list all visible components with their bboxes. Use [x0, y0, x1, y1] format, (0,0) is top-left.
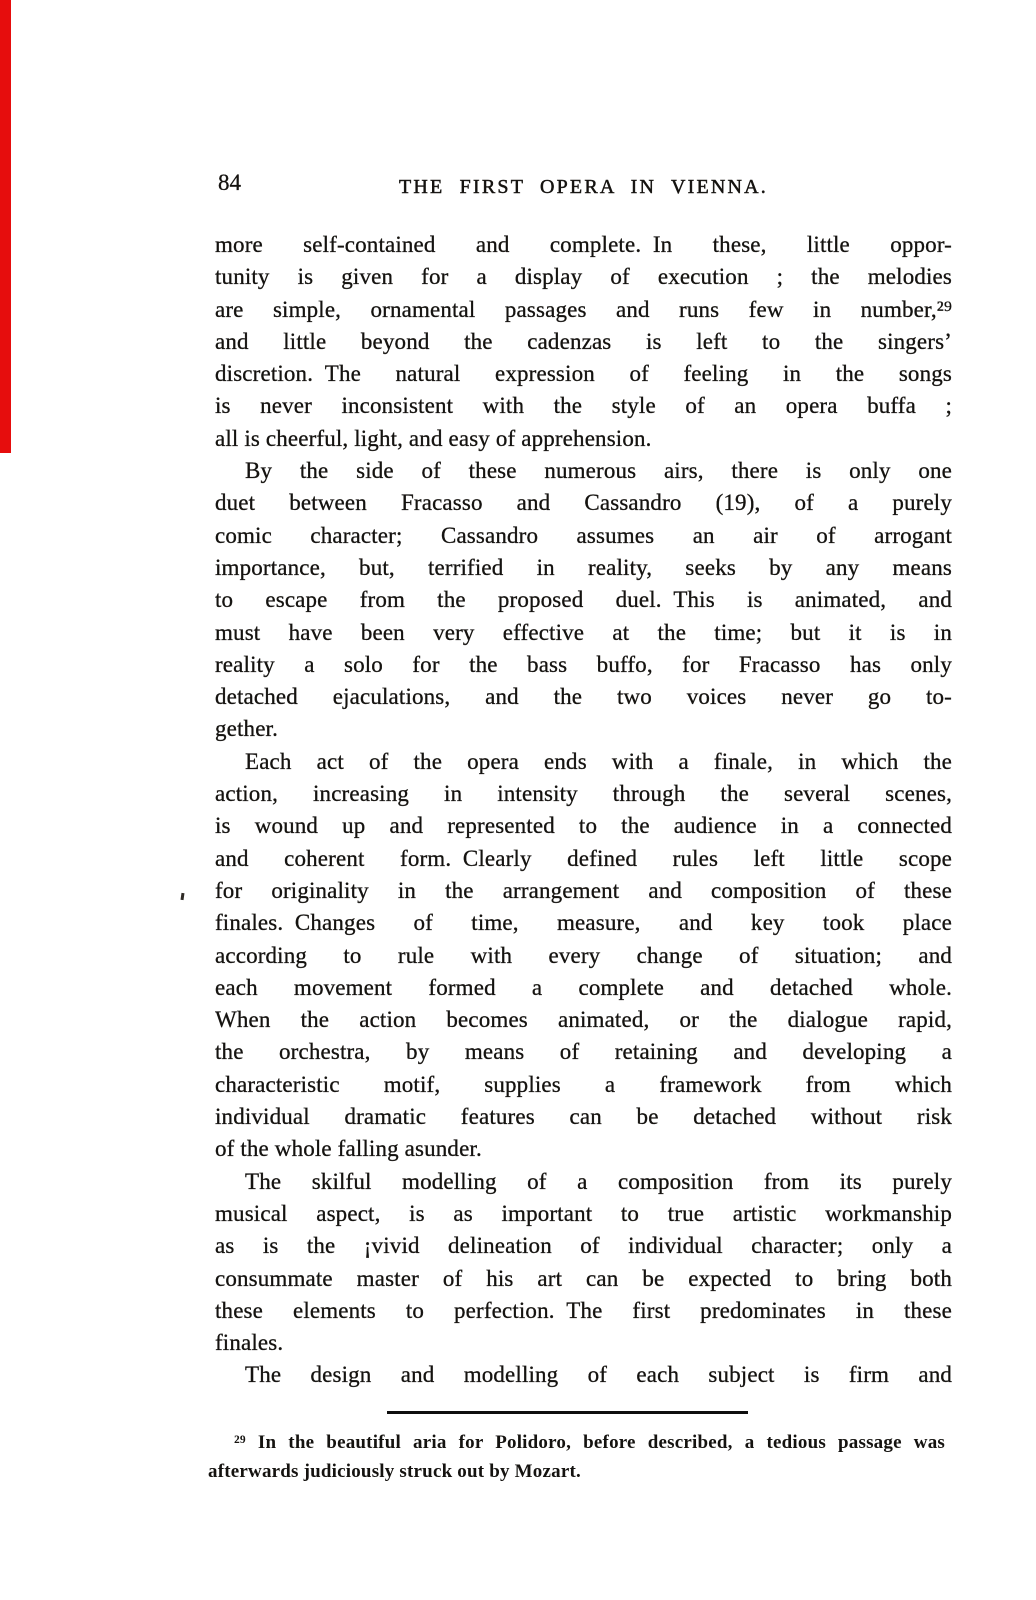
text-line: The skilful modelling of a composition from its purely: [245, 1168, 952, 1194]
text-line: comic character; Cassandro assumes an air of arrogant: [215, 522, 952, 548]
text-line: to escape from the proposed duel. This is animated, and: [215, 587, 952, 613]
text-line: as is the ¡vivid delineation of individual character; only a: [215, 1233, 952, 1259]
text-line: must have been very effective at the time; but it is in: [215, 619, 952, 645]
text-line: is wound up and represented to the audience in a connected: [215, 813, 952, 839]
scan-speck-artifact: [181, 893, 185, 900]
text-line: action, increasing in intensity through the several scenes,: [215, 781, 952, 807]
text-line: reality a solo for the bass buffo, for Fracasso has only: [215, 651, 952, 677]
text-line: When the action becomes animated, or the dialogue rapid,: [215, 1007, 952, 1033]
text-line: finales. Changes of time, measure, and key took place: [215, 910, 952, 936]
text-line: for originality in the arrangement and composition of these: [215, 877, 952, 903]
body-text: [215, 229, 952, 1392]
footnote: [208, 1428, 945, 1486]
text-line: are simple, ornamental passages and runs few in number,²⁹: [215, 296, 952, 322]
scan-edge-artifact: [0, 0, 11, 453]
text-line: these elements to perfection. The first predominates in these: [215, 1297, 952, 1323]
text-line: all is cheerful, light, and easy of apprehension.: [215, 425, 652, 451]
text-line: By the side of these numerous airs, there is only one: [245, 458, 952, 484]
text-line: tunity is given for a display of execution ; the melodies: [215, 264, 952, 290]
text-line: consummate master of his art can be expected to bring both: [215, 1265, 952, 1291]
text-line: finales.: [215, 1330, 284, 1356]
text-line: The design and modelling of each subject is firm and: [245, 1362, 952, 1388]
text-line: gether.: [215, 716, 278, 742]
text-line: importance, but, terrified in reality, seeks by any means: [215, 554, 952, 580]
text-line: individual dramatic features can be detached without risk: [215, 1104, 952, 1130]
text-line: discretion. The natural expression of feeling in the songs: [215, 361, 952, 387]
text-line: the orchestra, by means of retaining and developing a: [215, 1039, 952, 1065]
text-line: musical aspect, is as important to true artistic workmanship: [215, 1200, 952, 1226]
text-line: is never inconsistent with the style of an opera buffa ;: [215, 393, 952, 419]
footnote-line: ²⁹ In the beautiful aria for Polidoro, before described, a tedious passage was: [234, 1432, 945, 1453]
footnote-divider: [387, 1411, 748, 1414]
text-line: of the whole falling asunder.: [215, 1136, 482, 1162]
text-line: each movement formed a complete and detached whole.: [215, 974, 952, 1000]
text-line: and coherent form. Clearly defined rules left little scope: [215, 845, 952, 871]
text-line: according to rule with every change of situation; and: [215, 942, 952, 968]
page-number: 84: [218, 170, 241, 195]
running-title: THE FIRST OPERA IN VIENNA.: [398, 176, 769, 198]
text-line: Each act of the opera ends with a finale, in which the: [245, 748, 952, 774]
text-line: and little beyond the cadenzas is left to the singers’: [215, 328, 952, 354]
footnote-line: afterwards judiciously struck out by Mozart.: [208, 1461, 581, 1482]
text-line: detached ejaculations, and the two voices never go to-: [215, 684, 952, 710]
text-line: duet between Fracasso and Cassandro (19), of a purely: [215, 490, 952, 516]
text-line: more self-contained and complete. In these, little oppor-: [215, 232, 952, 257]
text-line: characteristic motif, supplies a framework from which: [215, 1071, 952, 1097]
